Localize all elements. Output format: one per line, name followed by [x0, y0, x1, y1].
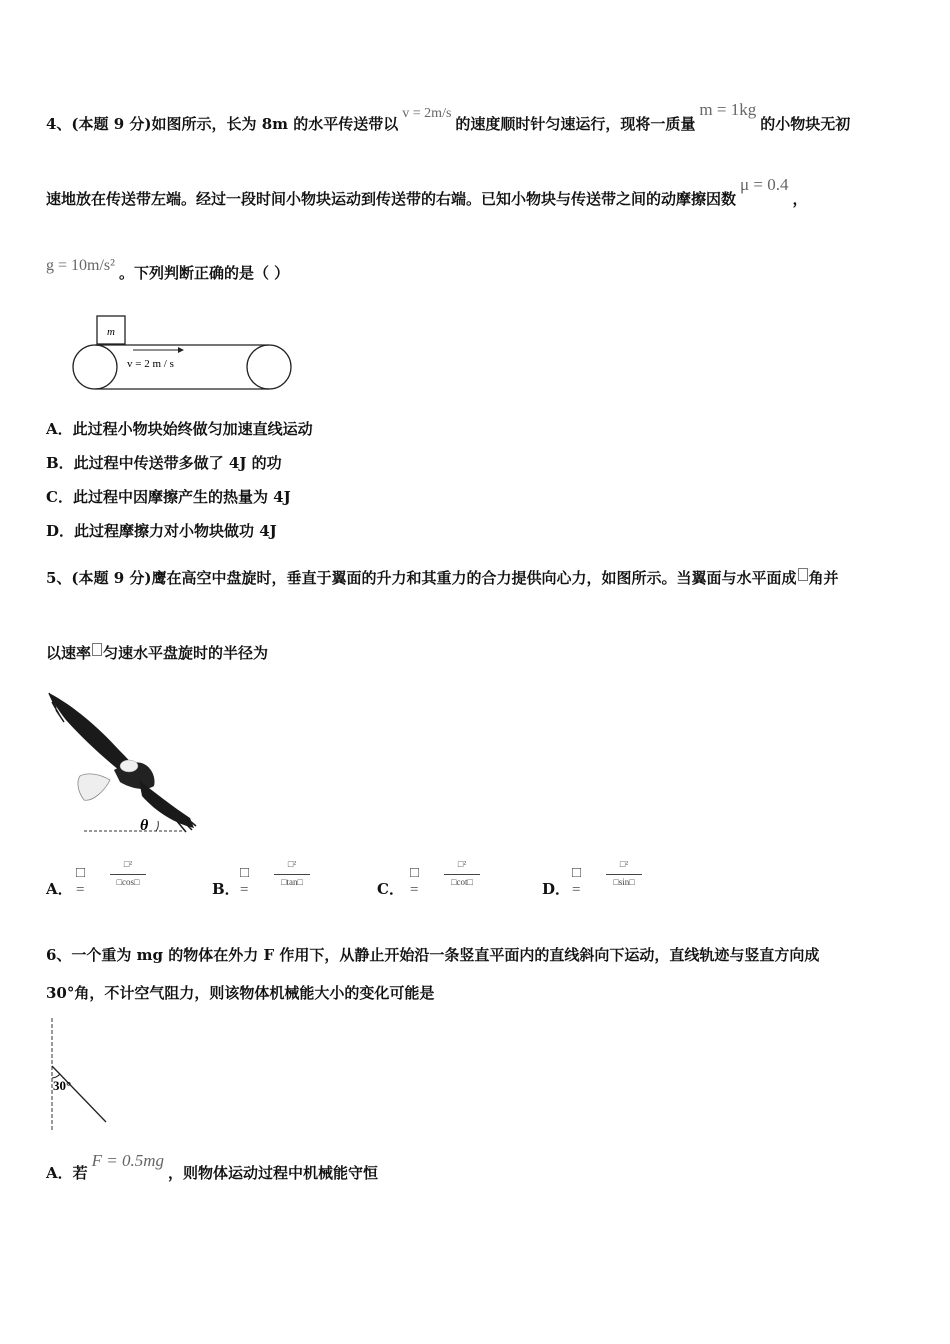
fraction-bar — [606, 874, 642, 875]
force-formula: F = 0.5mg — [91, 1151, 165, 1170]
velocity-formula: v = 2m/s — [402, 106, 452, 121]
q4-text: 的小物块无初 — [760, 115, 851, 133]
formula-denominator: □sin□ — [613, 877, 635, 887]
option-letter: B． — [212, 880, 240, 898]
option-letter: C． — [377, 880, 404, 898]
q5-text: 匀速水平盘旋时的半径为 — [103, 644, 269, 662]
formula-numerator: □² — [123, 859, 133, 869]
fraction-bar — [444, 874, 480, 875]
conveyor-belt-figure — [70, 312, 295, 394]
fraction-bar — [274, 874, 310, 875]
q5-option-b[interactable] — [212, 878, 240, 899]
theta-label: θ — [140, 817, 149, 834]
formula-numerator: □² — [287, 859, 297, 869]
q5-line-1 — [46, 568, 839, 588]
option-text: A．若 — [46, 1164, 88, 1182]
incline-figure — [46, 1016, 112, 1134]
block-label: m — [107, 326, 115, 338]
arrow-head-icon — [178, 347, 184, 353]
friction-coefficient-formula: μ = 0.4 — [740, 175, 789, 194]
q6-line-1: 6、一个重为 mg 的物体在外力 F 作用下，从静止开始沿一条竖直平面内的直线斜向下运动，直线轨迹与竖直方向成 — [46, 946, 820, 964]
q6-line-2: 30°角，不计空气阻力，则该物体机械能大小的变化可能是 — [46, 984, 435, 1002]
formula-denominator: □cot□ — [451, 877, 473, 887]
formula-lhs: □ = — [572, 865, 582, 898]
q4-line-1 — [46, 100, 851, 136]
q5-option-c[interactable] — [377, 878, 404, 899]
q4-line-2 — [46, 175, 808, 209]
q4-option-b[interactable]: B．此过程中传送带多做了 4J 的功 — [46, 454, 282, 472]
q6-option-a[interactable] — [46, 1151, 379, 1183]
q4-text: 速地放在传送带左端。经过一段时间小物块运动到传送带的右端。已知小物块与传送带之间的动摩擦因数 — [46, 190, 737, 208]
q5-line-2 — [46, 643, 268, 663]
option-text: ，则物体运动过程中机械能守恒 — [168, 1164, 379, 1182]
formula-lhs: □ = — [410, 865, 420, 898]
angle-arc — [156, 821, 158, 831]
q4-option-c[interactable]: C．此过程中因摩擦产生的热量为 4J — [46, 488, 291, 506]
angle-label: 30° — [53, 1078, 72, 1093]
option-letter: D． — [542, 880, 571, 898]
left-pulley — [73, 345, 117, 389]
q4-text: 4、(本题 9 分)如图所示，长为 8m 的水平传送带以 — [46, 115, 399, 133]
q4-text: 。下列判断正确的是（ ） — [118, 264, 290, 282]
theta-placeholder-icon — [798, 568, 808, 581]
formula-numerator: □² — [619, 859, 629, 869]
formula-denominator: □tan□ — [281, 877, 303, 887]
formula-lhs: □ = — [240, 865, 250, 898]
formula-numerator: □² — [457, 859, 467, 869]
q5-option-a[interactable] — [46, 878, 73, 899]
q5-text: 5、(本题 9 分)鹰在高空中盘旋时，垂直于翼面的升力和其重力的合力提供向心力，如图所示。当翼面与水平面成 — [46, 569, 797, 587]
eagle-tail — [78, 774, 110, 800]
q4-text: ， — [792, 190, 808, 208]
eagle-head — [120, 760, 138, 772]
q5-option-d[interactable] — [542, 878, 570, 899]
q5-text: 角并 — [808, 569, 839, 587]
q4-option-d[interactable]: D．此过程摩擦力对小物块做功 4J — [46, 522, 277, 540]
eagle-figure — [44, 688, 204, 836]
q4-option-a[interactable]: A．此过程小物块始终做匀加速直线运动 — [46, 420, 313, 438]
fraction-bar — [110, 874, 146, 875]
gravity-formula: g = 10m/s² — [46, 257, 115, 274]
formula-denominator: □cos□ — [116, 877, 140, 887]
q4-line-3 — [46, 257, 290, 284]
option-letter: A． — [46, 880, 73, 898]
speed-placeholder-icon — [92, 643, 102, 656]
right-pulley — [247, 345, 291, 389]
mass-formula: m = 1kg — [699, 100, 757, 119]
q5-text: 以速率 — [46, 644, 92, 662]
q4-text: 的速度顺时针匀速运行，现将一质量 — [455, 115, 696, 133]
formula-lhs: □ = — [76, 865, 86, 898]
speed-label: v = 2 m / s — [127, 358, 174, 370]
